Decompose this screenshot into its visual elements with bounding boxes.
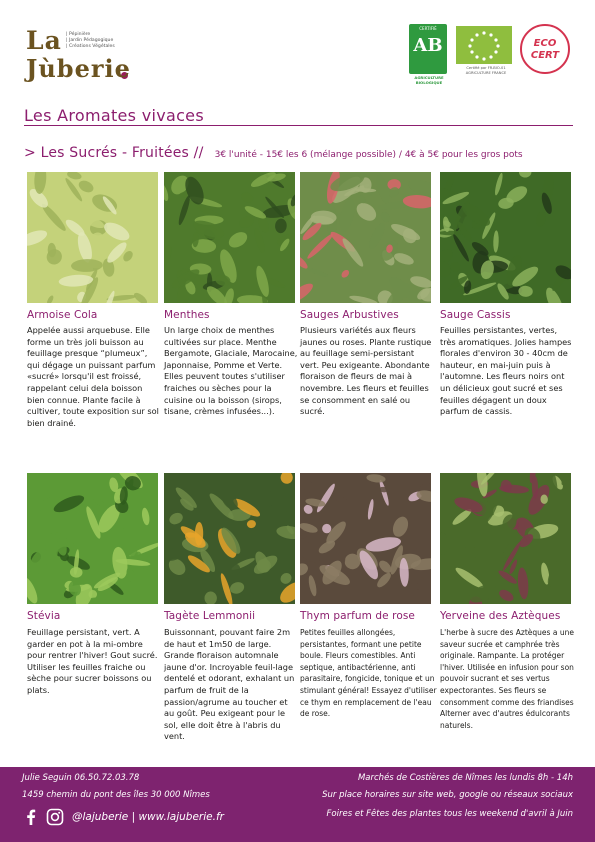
- price-info: 3€ l'unité - 15€ les 6 (mélange possible) / 4€ à 5€ pour les gros pots: [214, 150, 523, 160]
- contact-name: Julie Seguin 06.50.72.03.78: [22, 773, 140, 783]
- menthes-description: Un large choix de menthes cultivées sur place. Menthe Bergamote, Glaciale, Marocaine, Japonnaise, Pomme et Verte. Elles peuvent toutes s'utiliser fraiches ou sèches pour la cuisine ou la boisson (sirops, tisane, crèmes infusées...).: [164, 325, 298, 417]
- facebook-icon[interactable]: [22, 808, 40, 826]
- plant-photo-graphic: [164, 473, 295, 604]
- armoise-cola-description: Appelée aussi arquebuse. Elle forme un très joli buisson au feuillage presque “plumeux”, qui dégage un puissant parfum «sucré» lorsqu'il est froissé, rappelant celui dela boisson bien connue. Plante facile à cultiver, toute exposition sur sol bien drainé.: [27, 325, 159, 428]
- footer: [0, 767, 595, 842]
- logo-tag: | Jardin Pédagogique: [66, 38, 114, 43]
- markets-info: Marchés de Costières de Nîmes les lundis 8h - 14h: [357, 773, 573, 783]
- armoise-cola-name: Armoise Cola: [27, 309, 98, 321]
- plant-photo-graphic: [440, 473, 571, 604]
- stevia-description: Feuillage persistant, vert. A garder en pot à la mi-ombre pour rentrer l'hiver! Gout sucré. Utiliser les feuilles fraiche ou sèche pour sucrer boissons ou plats.: [27, 627, 158, 695]
- sauges-arbustives-description: Plusieurs variétés aux fleurs jaunes ou roses. Plante rustique au feuillage semi-persistant vert. Peu exigeante. Abondante floraison de fleurs de mai à novembre. Les fleurs et feuilles se consomment en salé ou sucré.: [300, 325, 432, 417]
- verveine-des-azteques-photo: [440, 473, 571, 604]
- plant-photo-graphic: [440, 172, 571, 303]
- menthes-name: Menthes: [164, 309, 210, 321]
- eu-caption: Certifié par FR-BIO-01 AGRICULTURE FRANCE: [465, 66, 507, 75]
- ab-caption: AGRICULTURE BIOLOGIQUE: [414, 75, 444, 85]
- sauges-arbustives-photo: [300, 172, 431, 303]
- eu-organic-leaf-logo: [456, 26, 512, 64]
- plant-photo-graphic: [27, 172, 158, 303]
- logo-line2: Jùberie: [26, 54, 131, 83]
- logo: [22, 22, 132, 84]
- logo-tag: | Pépinière: [66, 32, 91, 37]
- section-title: Les Aromates vivaces: [24, 106, 204, 125]
- plant-photo-graphic: [300, 473, 431, 604]
- tagete-lemmonii-name: Tagète Lemmonii: [164, 610, 256, 622]
- thym-parfum-de-rose-name: Thym parfum de rose: [300, 610, 415, 622]
- plant-photo-graphic: [300, 172, 431, 303]
- tagete-lemmonii-description: Buissonnant, pouvant faire 2m de haut et 1m50 de large. Grande floraison automnale jaune d'or. Incroyable feuil-lage dentelé et odorant, exhalant un parfum de fruit de la passion/agrume au toucher et au goût. Peu exigeant pour le sol, elle doit être à l'abris du vent.: [164, 627, 295, 742]
- logo-line1: La: [26, 26, 62, 55]
- sauge-cassis-description: Feuilles persistantes, vertes, très aromatiques. Jolies hampes florales d'environ 30 - 40cm de hauteur, en mai-juin puis à l'automne. Les fleurs noirs ont un délicieux gout sucré et ses feuilles dégagent un doux parfum de cassis.: [440, 325, 572, 417]
- plant-photo-graphic: [164, 172, 295, 303]
- thym-parfum-de-rose-photo: [300, 473, 431, 604]
- section-divider: [24, 125, 573, 126]
- logo-tag: | Créations Végétales: [66, 44, 115, 49]
- fairs-info: Foires et Fêtes des plantes tous les weekend d'avril à Juin: [326, 809, 573, 819]
- stevia-name: Stévia: [27, 610, 61, 622]
- logo-tags: [66, 32, 115, 50]
- ecocert-logo: ECO CERT: [520, 24, 570, 74]
- subsection-title: > Les Sucrés - Fruitées //: [24, 145, 204, 161]
- ab-top-label: CERTIFIÉ: [419, 26, 437, 31]
- menthes-photo: [164, 172, 295, 303]
- plant-photo-graphic: [27, 473, 158, 604]
- social-row: [22, 808, 224, 826]
- eu-stars-icon: [456, 26, 512, 64]
- social-handle-link[interactable]: @lajuberie | www.lajuberie.fr: [72, 811, 224, 823]
- verveine-des-azteques-description: L'herbe à sucre des Aztèques a une saveur sucrée et camphrée très originale. Rampante. La protéger l'hiver. Utilisée en infusion pour son pouvoir sucrant et ses vertus expectorantes. Ses fleurs se consomment comme des friandises Alterner avec d'autres édulcorants naturels.: [440, 628, 574, 730]
- address: 1459 chemin du pont des îles 30 000 Nîmes: [22, 790, 210, 800]
- sauges-arbustives-name: Sauges Arbustives: [300, 309, 399, 321]
- stevia-photo: [27, 473, 158, 604]
- onsite-info: Sur place horaires sur site web, google ou réseaux sociaux: [322, 790, 573, 800]
- verveine-des-azteques-name: Yerveine des Aztèques: [440, 610, 561, 622]
- sauge-cassis-photo: [440, 172, 571, 303]
- sauge-cassis-name: Sauge Cassis: [440, 309, 511, 321]
- thym-parfum-de-rose-description: Petites feuilles allongées, persistantes, formant une petite boule. Fleurs comestibles. Anti septique, antibactérienne, anti parasitaire, fongicide, tonique et un stimulant général! Essayez d'utiliser ce thym en remplacement de l'eau de rose.: [300, 628, 437, 719]
- ab-main-label: AB: [413, 35, 443, 56]
- ab-certification-logo: [409, 24, 447, 74]
- tagete-lemmonii-photo: [164, 473, 295, 604]
- instagram-icon[interactable]: [46, 808, 64, 826]
- subsection-heading: [24, 142, 523, 161]
- armoise-cola-photo: [27, 172, 158, 303]
